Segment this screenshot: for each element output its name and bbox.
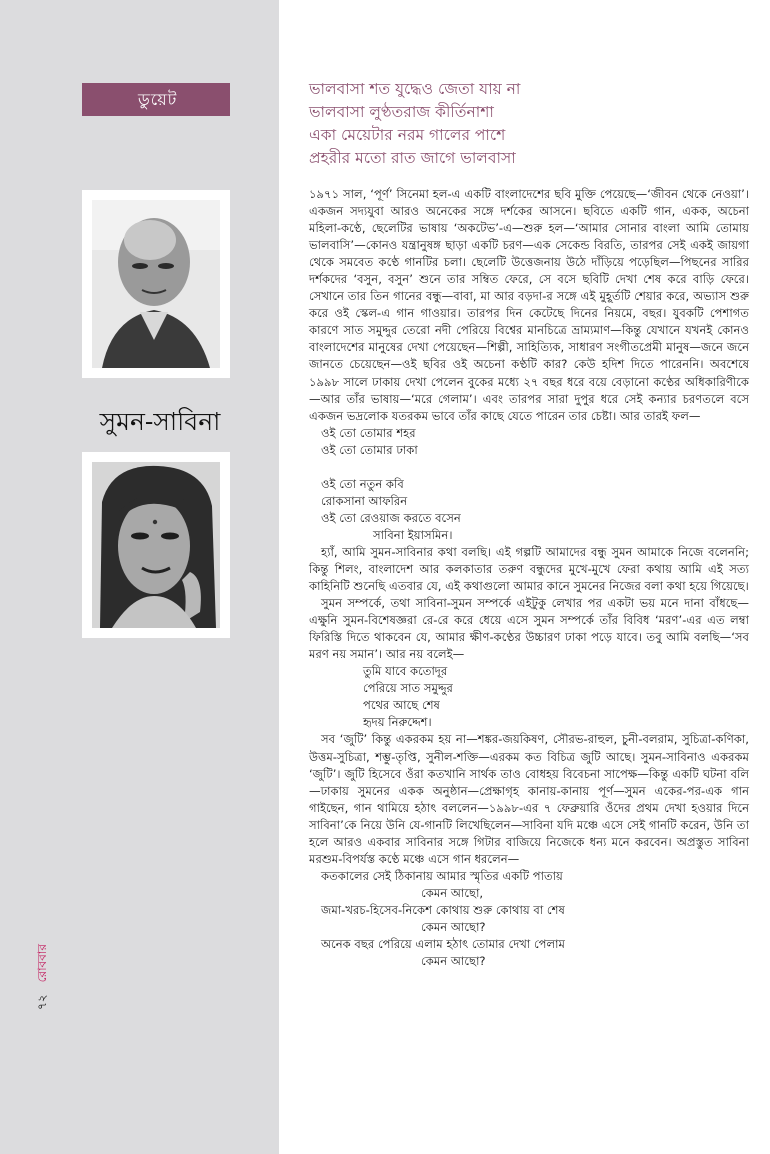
portrait-suman-image xyxy=(92,200,220,368)
opening-verse xyxy=(309,78,739,170)
song-line: অনেক বছর পেরিয়ে এলাম হঠাৎ তোমার দেখা পেলাম xyxy=(321,937,565,952)
article-body xyxy=(309,186,749,970)
song-line: কেমন আছো? xyxy=(421,919,486,934)
poem-line: রোকসানা আফরিন xyxy=(321,493,408,508)
song-line: কতকালের সেই ঠিকানায় আমার স্মৃতির একটি পাতায় xyxy=(321,868,563,883)
poem-line: তুমি যাবে কতোদূর xyxy=(363,664,448,679)
body-paragraph: ১৯৭১ সাল, ‘পূর্ণ’ সিনেমা হল-এ একটি বাংলাদেশের ছবি মুক্তি পেয়েছে—‘জীবন থেকে নেওয়া’। একজন সদ্যযুবা আরও অনেকের সঙ্গে দর্শকের আসনে। ছবিতে একটি গান, একক, অচেনা মহিলা-কণ্ঠে, ছেলেটির ভাষায় ‘অকটেভ’-এ—শুরু হল—‘আমার সোনার বাংলা আমি তোমায় ভালবাসি’—কোনও যন্ত্রানুষঙ্গ ছাড়া একটি চরণ—এক সেকেন্ড বিরতি, তারপর সেই একই জায়গা থেকে সমবেত কণ্ঠে গানটির চলা। ছেলেটি উত্তেজনায় উঠে দাঁড়িয়ে পড়েছিল—পিছনের সারির দর্শকদের ‘বসুন, বসুন’ শুনে তার সম্বিত ফেরে, সে বসে ছবিটি দেখা শেষ করে বাড়ি ফেরে। সেখানে তার তিন গানের বন্ধু—বাবা, মা আর বড়দা-র সঙ্গে এই মুহূর্তটি শেয়ার করে, অভ্যাস শুরু করে ওই স্কেল-এ গান গাওয়ার। তারপর দিন কেটেছে দিনের নিয়মে, বছর। যুবকটি পেশাগত কারণে সাত সমুদ্দুর তেরো নদী পেরিয়ে বিশ্বের মানচিত্রে ভ্রাম্যমাণ—কিন্তু যেখানে যখনই কোনও বাংলাদেশের মানুষের দেখা পেয়েছেন—শিল্পী, সাহিত্যিক, সাধারণ সংগীতপ্রেমী মানুষ—জনে জনে জানতে চেয়েছেন—ওই ছবির ওই অচেনা কণ্ঠটি কার? কেউ হদিশ দিতে পারেননি। অবশেষে ১৯৯৮ সালে ঢাকায় দেখা পেলেন বুকের মধ্যে ২৭ বছর ধরে বয়ে বেড়ানো কণ্ঠের অধিকারিণীকে—আর তাঁর ভাষায়—‘মরে গেলাম’। এবং তারপর সারা দুপুর ধরে সেই কন্যার চরণতলে বসে একজন ভদ্রলোক যতরকম ভাবে তাঁর কাছে যেতে পারেন তার চেষ্টা। আর তারই ফল— xyxy=(309,187,749,423)
poem-line: ওই তো রেওয়াজ করতে বসেন xyxy=(321,510,461,525)
poem-line: পেরিয়ে সাত সমুদ্দুর xyxy=(363,681,453,696)
poem-line: হৃদয় নিরুদ্দেশ। xyxy=(363,715,432,730)
portrait-sabina xyxy=(82,452,230,638)
portrait-suman xyxy=(82,190,230,378)
poem-line: ওই তো তোমার শহর xyxy=(321,425,416,440)
left-sidebar xyxy=(0,0,279,1154)
names-heading: সুমন-সাবিনা xyxy=(99,407,221,436)
verse-line: ভালবাসা লুণ্ঠতরাজ কীর্তিনাশা xyxy=(309,103,494,121)
magazine-name: রোববার xyxy=(35,944,49,983)
body-paragraph: সুমন সম্পর্কে, তথা সাবিনা-সুমন সম্পর্কে এইটুকু লেখার পর একটা ভয় মনে দানা বাঁধছে—এক্ষুনি সুমন-বিশেষজ্ঞরা রে-রে করে ধেয়ে এসে সুমন সম্পর্কে তাঁর বিবিধ ‘মরণ’-এর এত লম্বা ফিরিস্তি দিতে থাকবেন যে, আমার ক্ষীণ-কণ্ঠের উচ্চারণ ঢাকা পড়ে যাবে। তবু আমি বলছি—‘সব মরণ নয় সমান’। আর নয় বলেই— xyxy=(309,596,749,662)
poem-line: সাবিনা ইয়াসমিন। xyxy=(373,527,453,542)
page-folio xyxy=(34,944,54,1010)
body-paragraph: সব ‘জুটি’ কিন্তু একরকম হয় না—শঙ্কর-জয়কিষণ, সৌরভ-রাহুল, চুনী-বলরাম, সুচিত্রা-কণিকা, উত্তম-সুচিত্রা, শম্ভু-তৃপ্তি, সুনীল-শক্তি—এরকম কত বিচিত্র জুটি আছে। সুমন-সাবিনাও একরকম ‘জুটি’। জুটি হিসেবে ওঁরা কতখানি সার্থক তাও বোধহয় বিবেচনা সাপেক্ষ—কিন্তু একটি ঘটনা বলি—ঢাকায় সুমনের একক অনুষ্ঠান—প্রেক্ষাগৃহ কানায়-কানায় পূর্ণ—সুমন একের-পর-এক গান গাইছেন, গান থামিয়ে হঠাৎ বললেন—১৯৯৮-এর ৭ ফেব্রুয়ারি ওঁদের প্রথম দেখা হওয়ার দিনে সাবিনা’কে নিয়ে উনি যে-গানটি লিখেছিলেন—সাবিনা যদি মঞ্চে এসে সেই গানটি করেন, উনি তা হলে আরও একবার সাবিনার সঙ্গে গিটার বাজিয়ে নিজেকে ধন্য মনে করবেন। অপ্রস্তুত সাবিনা মরশুম-বিপর্যস্ত কণ্ঠে মঞ্চে এসে গান ধরলেন— xyxy=(309,732,749,866)
song-line: কেমন আছো, xyxy=(421,885,484,900)
portrait-sabina-image xyxy=(92,462,220,628)
page-number: ৭২ xyxy=(35,994,49,1010)
song-line: কেমন আছো? xyxy=(421,954,486,969)
verse-line: ভালবাসা শত যুদ্ধেও জেতা যায় না xyxy=(309,80,521,98)
verse-line: একা মেয়েটার নরম গালের পাশে xyxy=(309,126,506,144)
body-paragraph: হ্যাঁ, আমি সুমন-সাবিনার কথা বলছি। এই গল্পটি আমাদের বন্ধু সুমন আমাকে নিজে বলেননি; কিন্তু শিলং, বাংলাদেশ আর কলকাতার তরুণ বন্ধুদের মুখে-মুখে ফেরা কথায় আমি এই সত্য কাহিনিটি শুনেছি এতবার যে, এই কথাগুলো আমার কানে সুমনের নিজের বলা কথা হয়ে গিয়েছে। xyxy=(309,544,749,594)
poem-line: ওই তো নতুন কবি xyxy=(321,476,404,491)
verse-line: প্রহরীর মতো রাত জাগে ভালবাসা xyxy=(309,149,516,167)
poem-line: পথের আছে শেষ xyxy=(363,698,440,713)
poem-line: ওই তো তোমার ঢাকা xyxy=(321,442,418,457)
section-tag: ডুয়েট xyxy=(82,83,230,116)
song-line: জমা-খরচ-হিসেব-নিকেশ কোথায় শুরু কোথায় বা শেষ xyxy=(321,902,565,917)
